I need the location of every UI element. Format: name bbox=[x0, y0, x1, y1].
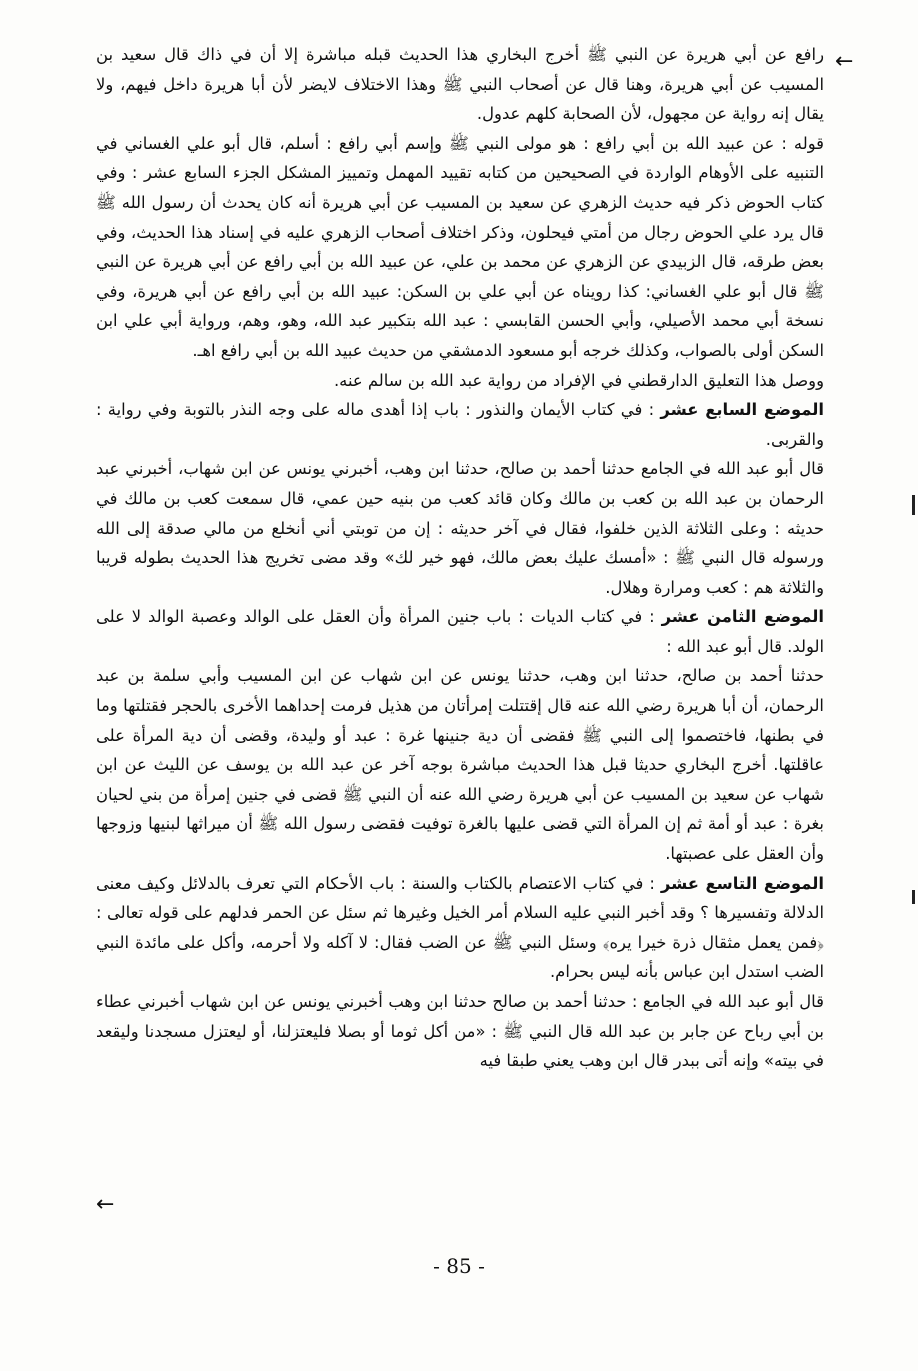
paragraph-text: ووصل هذا التعليق الدارقطني في الإفراد من رواية عبد الله بن سالم عنه. bbox=[333, 370, 824, 390]
body-text bbox=[96, 40, 824, 1076]
paragraph-text: رافع عن أبي هريرة عن النبي ﷺ أخرج البخاري هذا الحديث قبله مباشرة إلا أن في ذاك قال سعيد بن المسيب عن أبي هريرة، وهنا قال عن أصحاب النبي ﷺ وهذا الاختلاف لايضر لأن أبا هريرة داخل فيهم، ولا يقال إنه رواية عن مجهول، لأن الصحابة كلهم عدول. bbox=[96, 45, 824, 124]
scan-edge-mark bbox=[912, 495, 915, 515]
scan-edge-mark bbox=[912, 890, 915, 904]
paragraph-text: : في كتاب الاعتصام بالكتاب والسنة : باب الأحكام التي تعرف بالدلائل وكيف معنى الدلالة وتفسيرها ؟ وقد أخبر النبي عليه السلام أمر الخيل وغيرها ثم سئل عن الحمر فدلهم على قوله تعالى : ﴿فمن يعمل مثقال ذرة خيرا يره﴾ وسئل النبي ﷺ عن الضب فقال: لا آكله ولا أحرمه، وأكل على مائدة النبي الضب استدل ابن عباس بأنه ليس بحرام. bbox=[96, 873, 824, 982]
section-heading: الموضع السابع عشر bbox=[660, 400, 825, 420]
paragraph-text: قال أبو عبد الله في الجامع حدثنا أحمد بن صالح، حدثنا ابن وهب، أخبرني يونس عن ابن شهاب، أخبرني عبد الرحمان بن عبد الله بن كعب بن مالك وكان قائد كعب من بنيه حين عمي، قال سمعت كعب بن مالك في حديثه : وعلى الثلاثة الذين خلفوا، فقال في آخر حديثه : إن من توبتي أني أنخلع من مالي صدقة إلى الله ورسوله قال النبي ﷺ : «أمسك عليك بعض مالك، فهو خير لك» وقد مضى تخريج هذا الحديث بطوله قريبا والثلاثة هم : كعب ومرارة وهلال. bbox=[96, 459, 824, 597]
section-heading: الموضع التاسع عشر bbox=[660, 873, 824, 893]
paragraph-1 bbox=[96, 40, 824, 129]
continuation-arrow-bottom-icon: ← bbox=[96, 1192, 115, 1217]
paragraph-7 bbox=[96, 661, 824, 868]
paragraph-6 bbox=[96, 602, 824, 661]
paragraph-4 bbox=[96, 395, 824, 454]
paragraph-3 bbox=[96, 366, 824, 396]
paragraph-text: حدثنا أحمد بن صالح، حدثنا ابن وهب، حدثنا يونس عن ابن شهاب عن ابن المسيب وأبي سلمة بن عبد الرحمان، أن أبا هريرة رضي الله عنه قال إقتتلت إمرأتان من هذيل فرمت إحداهما الأخرى بالحجر فقتلتها وما في بطنها، فاختصموا إلى النبي ﷺ فقضى أن دية جنينها غرة : عبد أو وليدة، وقضى أن دية المرأة على عاقلتها. أخرج البخاري حديثا قبل هذا الحديث مباشرة بوجه آخر عن عبد الله بن يوسف عن الليث عن ابن شهاب عن سعيد بن المسيب عن أبي هريرة رضي الله عنه أن النبي ﷺ قضى في جنين إمرأة من بني لحيان بغرة : عبد أو أمة ثم إن المرأة التي قضى عليها بالغرة توفيت فقضى رسول الله ﷺ أن ميراثها لبنيها وزوجها وأن العقل على عصبتها. bbox=[96, 666, 824, 864]
page-number: - 85 - bbox=[433, 1254, 485, 1278]
paragraph-5 bbox=[96, 454, 824, 602]
section-heading: الموضع الثامن عشر bbox=[661, 607, 824, 627]
paragraph-text: : في كتاب الأيمان والنذور : باب إذا أهدى ماله على وجه النذر بالتوبة وفي رواية : والقربى. bbox=[96, 400, 824, 449]
paragraph-8 bbox=[96, 869, 824, 987]
paragraph-text: : في كتاب الديات : باب جنين المرأة وأن العقل على الوالد وعصبة الوالد لا على الولد. قال أبو عبد الله : bbox=[96, 607, 824, 656]
paragraph-2 bbox=[96, 129, 824, 366]
paragraph-text: قوله : عن عبيد الله بن أبي رافع : هو مولى النبي ﷺ وإسم أبي رافع : أسلم، قال أبو علي الغساني في التنبيه على الأوهام الواردة في الصحيحين من كتابه تقييد المهمل وتمييز المشكل الجزء السابع عشر : وفي كتاب الحوض ذكر فيه حديث الزهري عن سعيد بن المسيب عن أبي هريرة أنه كان يحدث أن رسول الله ﷺ قال يرد علي الحوض رجال من أمتي فيحلون، وذكر اختلاف أصحاب الزهري عليه في إسناد هذا الحديث، وفي بعض طرقه، قال الزبيدي عن الزهري عن محمد بن علي، عن عبيد الله بن أبي رافع عن أبي هريرة عن النبي ﷺ قال أبو علي الغساني: كذا رويناه عن أبي علي بن السكن: عبيد الله بن أبي رافع عن أبي هريرة، وفي نسخة أبي محمد الأصيلي، وأبي الحسن القابسي : عبد الله بتكبير عبد الله، وهو، وهم، ورواية أبي علي ابن السكن أولى بالصواب، وكذلك خرجه أبو مسعود الدمشقي من حديث عبيد الله بن أبي رافع اهـ. bbox=[96, 133, 824, 360]
paragraph-9 bbox=[96, 987, 824, 1076]
continuation-arrow-top-icon: ← bbox=[835, 49, 854, 74]
paragraph-text: قال أبو عبد الله في الجامع : حدثنا أحمد بن صالح حدثنا ابن وهب أخبرني يونس عن ابن شهاب أخبرني عطاء بن أبي رباح عن جابر بن عبد الله قال النبي ﷺ : «من أكل ثوما أو بصلا فليعتزلنا، أو ليعتزل مسجدنا وليقعد في بيته» وإنه أتى ببدر قال ابن وهب يعني طبقا فيه bbox=[96, 992, 824, 1071]
